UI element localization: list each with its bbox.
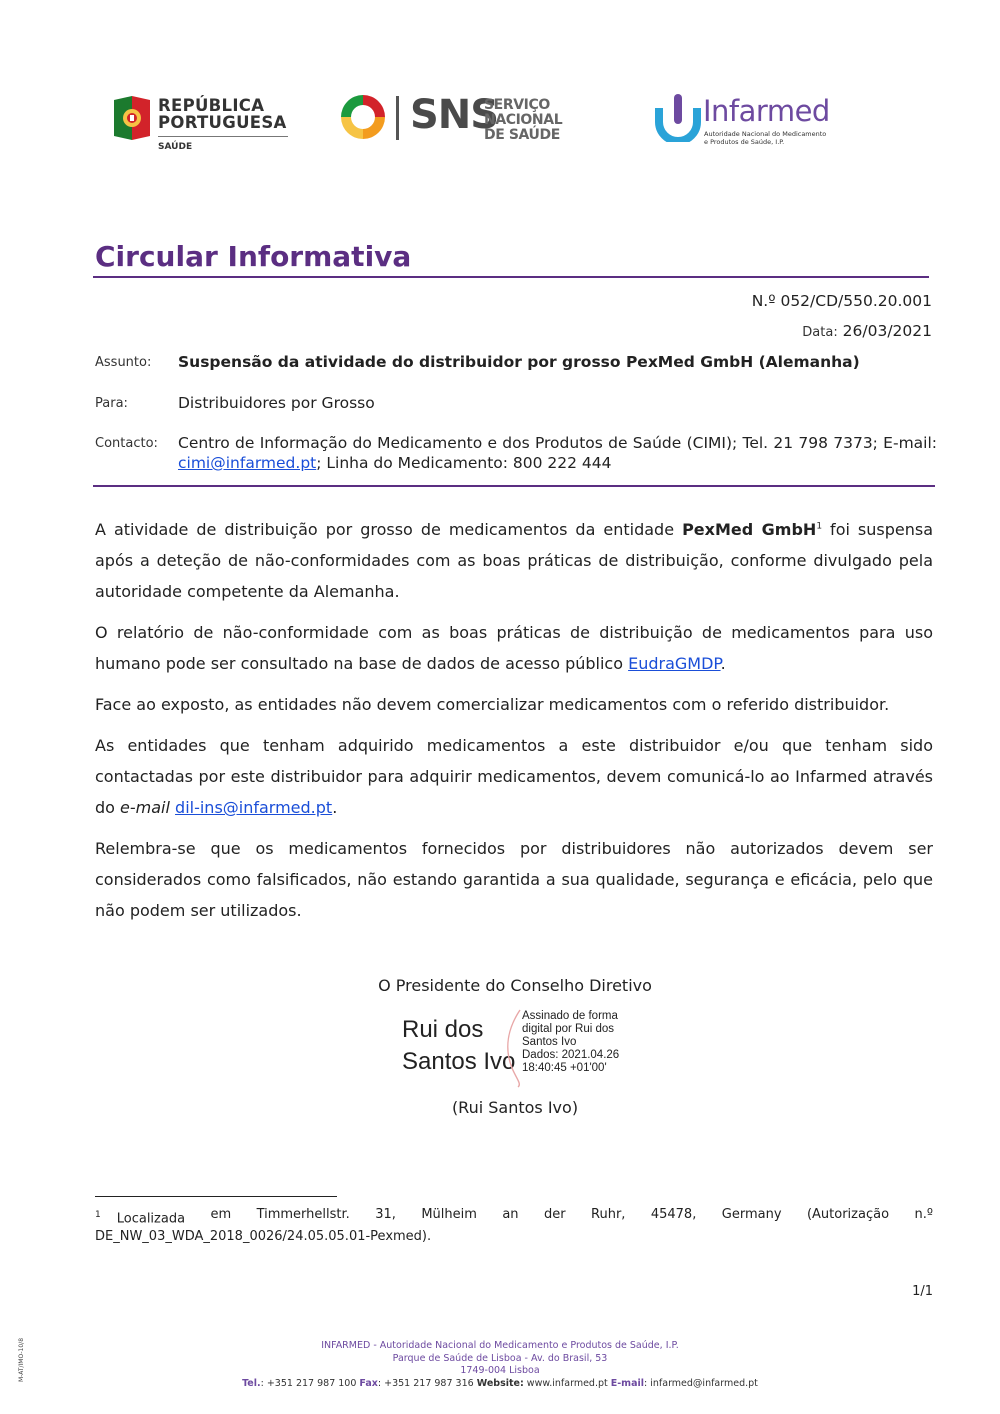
paragraph-5: Relembra-se que os medicamentos fornecidos por distribuidores não autorizados devem ser considerados como falsificados, não estando garantida a sua qualidade, segurança e eficácia, pelo que não podem ser utilizados. — [95, 839, 933, 920]
contacto-value: Centro de Informação do Medicamento e dos Produtos de Saúde (CIMI); Tel. 21 798 7373; E-mail: cimi@infarmed.pt; Linha do Medicamento: 800 222 444 — [178, 434, 937, 472]
signature-printed-name: (Rui Santos Ivo) — [451, 1098, 579, 1117]
paragraph-2: O relatório de não-conformidade com as boas práticas de distribuição de medicamentos para uso humano pode ser consultado na base de dados de acesso público EudraGMDP. — [95, 623, 933, 673]
infarmed-drop-icon — [655, 94, 701, 142]
title-divider — [93, 276, 929, 278]
paragraph-1: A atividade de distribuição por grosso de medicamentos da entidade PexMed GmbH$^1$ foi suspensa após a deteção de não-conformidades com as boas práticas de distribuição, conforme divulgado pela autoridade competente da Alemanha. — [95, 520, 934, 601]
pexmed-bold: PexMed GmbH — [682, 520, 817, 539]
republica-title: REPÚBLICA PORTUGUESA — [158, 96, 287, 132]
sns-ring-icon — [338, 92, 388, 142]
page-number: 1/1 — [912, 1284, 933, 1299]
contacto-label: Contacto: — [95, 436, 158, 451]
footer-line-3: 1749-004 Lisboa — [460, 1365, 540, 1376]
page-title: Circular Informativa — [95, 240, 412, 273]
infarmed-name: Infarmed — [703, 94, 830, 128]
body-text — [95, 514, 933, 936]
cimi-email-link[interactable]: cimi@infarmed.pt — [178, 454, 317, 472]
infarmed-subtitle: Autoridade Nacional do Medicamento e Produtos de Saúde, I.P. — [704, 130, 827, 146]
page-footer — [0, 1340, 1000, 1390]
signature-meta: Assinado de forma digital por Rui dos Santos Ivo Dados: 2021.04.26 18:40:45 +01'00' — [522, 1010, 620, 1074]
sns-acronym: SNS — [410, 92, 499, 138]
footnote-line-2: DE_NW_03_WDA_2018_0026/24.05.05.01-Pexmed). — [95, 1229, 432, 1245]
paragraph-4: As entidades que tenham adquirido medicamentos a este distribuidor e/ou que tenham sido contactadas por este distribuidor para adquirir medicamentos, devem comunicá-lo ao Infarmed através do e-mail dil-ins@infarmed.pt. — [95, 736, 933, 817]
footnote: $^1$ Localizada em Timmerhellstr. 31, Mülheim an der Ruhr, 45478, Germany (Autorização n.º DE_NW_03_WDA_2018_0026/24.05.05.01-Pexmed). — [95, 1207, 933, 1245]
assunto-label: Assunto: — [95, 355, 152, 370]
digital-signature — [402, 1008, 632, 1088]
circular-date — [802, 322, 932, 340]
signature-title: O Presidente do Conselho Diretivo — [378, 976, 652, 995]
republica-portuguesa-logo — [110, 92, 300, 156]
footnote-ref[interactable]: 1 — [816, 521, 823, 532]
footer-line-1: INFARMED - Autoridade Nacional do Medicamento e Produtos de Saúde, I.P. — [321, 1340, 679, 1351]
infarmed-logo — [655, 92, 835, 156]
para-label: Para: — [95, 396, 128, 411]
signature-name: Rui dos Santos Ivo — [402, 1016, 516, 1075]
header-logos — [110, 92, 840, 162]
date-label: Data: — [802, 325, 838, 340]
assunto-value: Suspensão da atividade do distribuidor por grosso PexMed GmbH (Alemanha) — [178, 353, 860, 371]
sns-subtitle: SERVIÇO NACIONAL DE SAÚDE — [484, 97, 563, 143]
republica-sub: SAÚDE — [158, 142, 193, 152]
header-divider — [93, 485, 935, 487]
dil-ins-email-link[interactable]: dil-ins@infarmed.pt — [175, 798, 333, 817]
document-code: M-AT/IMO-10/8 — [18, 1337, 25, 1382]
footer-contacts: Tel.: +351 217 987 100 Fax: +351 217 987 316 Website: www.infarmed.pt E-mail: infarmed@infarmed.pt — [242, 1377, 758, 1389]
footnote-number: 1 — [95, 1210, 101, 1220]
paragraph-3: Face ao exposto, as entidades não devem comercializar medicamentos com o referido distribuidor. — [95, 695, 890, 714]
sns-logo — [338, 92, 618, 142]
footer-line-2: Parque de Saúde de Lisboa - Av. do Brasil, 53 — [392, 1352, 608, 1364]
para-value: Distribuidores por Grosso — [178, 394, 375, 412]
portugal-flag-icon — [112, 96, 152, 142]
eudragmdp-link[interactable]: EudraGMDP — [628, 654, 721, 673]
circular-number: N.º 052/CD/550.20.001 — [751, 292, 932, 310]
date-value: 26/03/2021 — [842, 322, 932, 340]
footnote-divider — [95, 1196, 337, 1197]
